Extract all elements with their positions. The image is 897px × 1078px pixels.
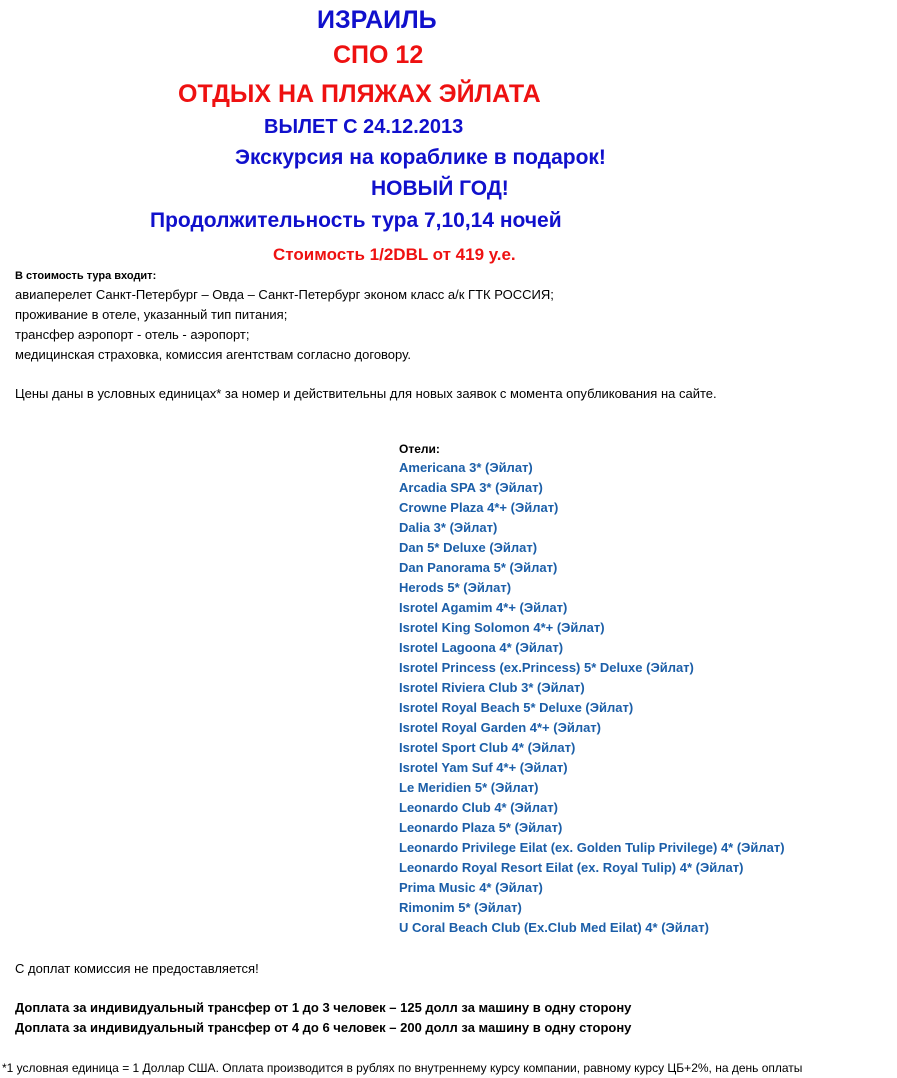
list-item xyxy=(399,838,785,858)
hotel-link-herods[interactable]: Herods 5* (Эйлат) xyxy=(399,580,512,595)
list-item xyxy=(399,478,785,498)
list-item xyxy=(399,458,785,478)
includes-title: В стоимость тура входит: xyxy=(15,270,157,282)
list-item xyxy=(399,878,785,898)
departure-date: ВЫЛЕТ С 24.12.2013 xyxy=(264,116,464,138)
list-item xyxy=(399,618,785,638)
surcharge-line: Доплата за индивидуальный трансфер от 1 до 3 человек – 125 долл за машину в одну сторону xyxy=(15,1000,632,1015)
hotel-link-prima-music[interactable]: Prima Music 4* (Эйлат) xyxy=(399,880,543,895)
commission-note: С доплат комиссия не предоставляется! xyxy=(15,961,259,976)
hotel-link-isrotel-lagoona[interactable]: Isrotel Lagoona 4* (Эйлат) xyxy=(399,640,564,655)
includes-item: трансфер аэропорт - отель - аэропорт; xyxy=(15,327,250,342)
prices-note: Цены даны в условных единицах* за номер и действительны для новых заявок с момента опубликования на сайте. xyxy=(15,386,717,401)
list-item xyxy=(399,638,785,658)
hotel-link-isrotel-agamim[interactable]: Isrotel Agamim 4*+ (Эйлат) xyxy=(399,600,568,615)
list-item xyxy=(399,498,785,518)
surcharge-line: Доплата за индивидуальный трансфер от 4 до 6 человек – 200 долл за машину в одну сторону xyxy=(15,1020,632,1035)
list-item xyxy=(399,578,785,598)
list-item xyxy=(399,798,785,818)
hotel-link-arcadia-spa[interactable]: Arcadia SPA 3* (Эйлат) xyxy=(399,480,543,495)
list-item xyxy=(399,658,785,678)
hotel-link-le-meridien[interactable]: Le Meridien 5* (Эйлат) xyxy=(399,780,539,795)
hotel-link-americana[interactable]: Americana 3* (Эйлат) xyxy=(399,460,533,475)
new-year-banner: НОВЫЙ ГОД! xyxy=(371,177,509,200)
list-item xyxy=(399,778,785,798)
beach-title: ОТДЫХ НА ПЛЯЖАХ ЭЙЛАТА xyxy=(178,80,541,108)
hotel-link-rimonim[interactable]: Rimonim 5* (Эйлат) xyxy=(399,900,522,915)
hotel-link-crowne-plaza[interactable]: Crowne Plaza 4*+ (Эйлат) xyxy=(399,500,559,515)
hotel-link-leonardo-privilege[interactable]: Leonardo Privilege Eilat (ex. Golden Tulip Privilege) 4* (Эйлат) xyxy=(399,840,785,855)
list-item xyxy=(399,558,785,578)
hotel-link-isrotel-riviera-club[interactable]: Isrotel Riviera Club 3* (Эйлат) xyxy=(399,680,585,695)
includes-item: авиаперелет Санкт-Петербург – Овда – Санкт-Петербург эконом класс а/к ГТК РОССИЯ; xyxy=(15,287,554,302)
list-item xyxy=(399,818,785,838)
spo-title: СПО 12 xyxy=(333,41,424,69)
list-item xyxy=(399,518,785,538)
list-item xyxy=(399,718,785,738)
list-item xyxy=(399,678,785,698)
list-item xyxy=(399,698,785,718)
hotel-link-dan[interactable]: Dan 5* Deluxe (Эйлат) xyxy=(399,540,538,555)
hotel-link-dan-panorama[interactable]: Dan Panorama 5* (Эйлат) xyxy=(399,560,558,575)
includes-item: медицинская страховка, комиссия агентствам согласно договору. xyxy=(15,347,411,362)
hotel-link-isrotel-royal-garden[interactable]: Isrotel Royal Garden 4*+ (Эйлат) xyxy=(399,720,602,735)
hotel-list xyxy=(399,458,785,938)
hotel-link-isrotel-sport-club[interactable]: Isrotel Sport Club 4* (Эйлат) xyxy=(399,740,576,755)
country-title: ИЗРАИЛЬ xyxy=(317,6,437,34)
hotel-link-leonardo-royal-resort[interactable]: Leonardo Royal Resort Eilat (ex. Royal Tulip) 4* (Эйлат) xyxy=(399,860,744,875)
list-item xyxy=(399,918,785,938)
hotel-link-dalia[interactable]: Dalia 3* (Эйлат) xyxy=(399,520,498,535)
hotel-link-leonardo-club[interactable]: Leonardo Club 4* (Эйлат) xyxy=(399,800,558,815)
list-item xyxy=(399,898,785,918)
hotel-link-isrotel-royal-beach[interactable]: Isrotel Royal Beach 5* Deluxe (Эйлат) xyxy=(399,700,634,715)
footnote: *1 условная единица = 1 Доллар США. Оплата производится в рублях по внутреннему курсу компании, равному курсу ЦБ+2%, на день оплаты xyxy=(2,1061,803,1075)
hotel-link-isrotel-king-solomon[interactable]: Isrotel King Solomon 4*+ (Эйлат) xyxy=(399,620,605,635)
hotels-title: Отели: xyxy=(399,442,440,456)
tour-duration: Продолжительность тура 7,10,14 ночей xyxy=(150,209,562,232)
list-item xyxy=(399,758,785,778)
hotel-link-leonardo-plaza[interactable]: Leonardo Plaza 5* (Эйлат) xyxy=(399,820,563,835)
list-item xyxy=(399,738,785,758)
excursion-gift: Экскурсия на кораблике в подарок! xyxy=(235,146,606,169)
list-item xyxy=(399,598,785,618)
hotel-link-isrotel-yam-suf[interactable]: Isrotel Yam Suf 4*+ (Эйлат) xyxy=(399,760,568,775)
hotel-link-isrotel-princess[interactable]: Isrotel Princess (ex.Princess) 5* Deluxe (Эйлат) xyxy=(399,660,694,675)
price-from: Стоимость 1/2DBL от 419 у.е. xyxy=(273,245,516,264)
list-item xyxy=(399,858,785,878)
list-item xyxy=(399,538,785,558)
includes-item: проживание в отеле, указанный тип питания; xyxy=(15,307,288,322)
hotel-link-u-coral-beach-club[interactable]: U Coral Beach Club (Ex.Club Med Eilat) 4* (Эйлат) xyxy=(399,920,709,935)
